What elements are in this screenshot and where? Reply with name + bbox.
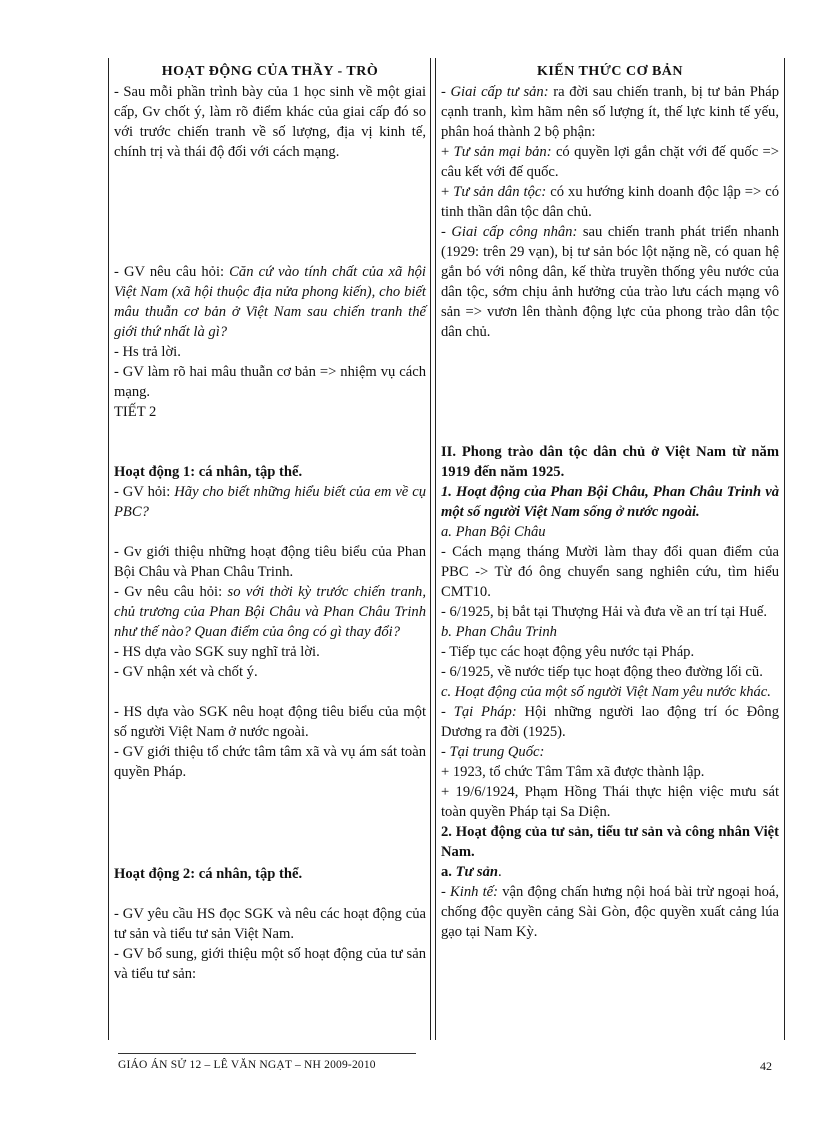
- left-paragraph: - Hs trả lời.: [114, 344, 181, 360]
- left-paragraph: - GV yêu cầu HS đọc SGK và nêu các hoạt động của tư sản và tiểu tư sản Việt Nam.: [114, 906, 426, 942]
- left-paragraph: - GV bổ sung, giới thiệu một số hoạt động của tư sản và tiểu tư sản:: [114, 946, 426, 982]
- right-paragraph: - Giai cấp tư sản: ra đời sau chiến tranh, bị tư bản Pháp cạnh tranh, kìm hãm nên số lượng ít, thế lực kinh tế yếu, phân hoá thành 2 bộ phận:: [441, 84, 779, 140]
- right-paragraph: - Tại trung Quốc:: [441, 744, 545, 760]
- item-heading: c. Hoạt động của một số người Việt Nam yêu nước khác.: [441, 684, 771, 700]
- right-paragraph: - Kinh tế: vận động chấn hưng nội hoá bài trừ ngoại hoá, chống độc quyền cảng Sài Gòn, độc quyền xuất cảng lúa gạo tại Nam Kỳ.: [441, 884, 779, 940]
- table-border-right: [784, 58, 785, 1040]
- right-paragraph: - Tại Pháp: Hội những người lao động trí óc Đông Dương ra đời (1925).: [441, 704, 779, 740]
- right-paragraph: + 1923, tổ chức Tâm Tâm xã được thành lập.: [441, 764, 705, 780]
- table-divider-right: [435, 58, 436, 1040]
- subsection-heading: 2. Hoạt động của tư sản, tiểu tư sản và công nhân Việt Nam.: [441, 824, 779, 860]
- lesson-table: [108, 58, 785, 1040]
- item-heading: b. Phan Châu Trinh: [441, 624, 557, 640]
- right-column-header: KIẾN THỨC CƠ BẢN: [536, 64, 684, 79]
- page-footer: GIÁO ÁN SỬ 12 – LÊ VĂN NGẠT – NH 2009-2010: [118, 1059, 376, 1071]
- left-paragraph: - Gv giới thiệu những hoạt động tiêu biểu của Phan Bội Châu và Phan Châu Trinh.: [114, 544, 426, 580]
- left-paragraph: - GV làm rõ hai mâu thuẫn cơ bản => nhiệm vụ cách mạng.: [114, 364, 426, 400]
- table-border-left: [108, 58, 109, 1040]
- left-paragraph: - HS dựa vào SGK nêu hoạt động tiêu biểu của một số người Việt Nam ở nước ngoài.: [114, 704, 426, 740]
- right-paragraph: - 6/1925, bị bắt tại Thượng Hải và đưa về an trí tại Huế.: [441, 604, 768, 620]
- lesson-period-label: TIẾT 2: [114, 404, 157, 420]
- right-paragraph: + 19/6/1924, Phạm Hồng Thái thực hiện việc mưu sát toàn quyền Pháp tại Sa Diện.: [441, 784, 779, 820]
- item-heading: a. Tư sản.: [441, 864, 502, 880]
- left-paragraph: - Gv nêu câu hỏi: so với thời kỳ trước chiến tranh, chủ trương của Phan Bội Châu và Phan Châu Trinh như thế nào? Quan điểm của ông có gì thay đổi?: [114, 584, 426, 640]
- page-number: 42: [760, 1059, 772, 1073]
- item-heading: a. Phan Bội Châu: [441, 524, 546, 540]
- right-paragraph: - Giai cấp công nhân: sau chiến tranh phát triển nhanh (1929: trên 29 vạn), bị tư sản bóc lột nặng nề, có quan hệ gắn bó với nông dân, kế thừa truyền thống yêu nước của dân tộc, sớm chịu ảnh hưởng của trào lưu cách mạng vô sản => vươn lên thành động lực của phong trào dân tộc dân chủ.: [441, 224, 779, 340]
- left-paragraph: - GV hỏi: Hãy cho biết những hiểu biết của em về cụ PBC?: [114, 484, 427, 520]
- left-paragraph: - GV nhận xét và chốt ý.: [114, 664, 258, 680]
- section-heading: II. Phong trào dân tộc dân chủ ở Việt Nam từ năm 1919 đến năm 1925.: [441, 444, 779, 480]
- left-paragraph: - Sau mỗi phần trình bày của 1 học sinh về một giai cấp, Gv chốt ý, làm rõ điểm khác của giai cấp đó so với trước chiến tranh về số lượng, địa vị kinh tế, chính trị và thái độ đối với cách mạng.: [114, 84, 426, 160]
- activity-heading: Hoạt động 2: cá nhân, tập thể.: [114, 866, 303, 882]
- right-paragraph: - 6/1925, về nước tiếp tục hoạt động theo đường lối cũ.: [441, 664, 763, 680]
- table-divider-left: [430, 58, 431, 1040]
- left-paragraph: - GV nêu câu hỏi: Căn cứ vào tính chất của xã hội Việt Nam (xã hội thuộc địa nửa phong kiến), cho biết mâu thuẫn cơ bản ở Việt Nam sau chiến tranh thế giới thứ nhất là gì?: [114, 264, 426, 340]
- footer-rule: [118, 1053, 416, 1054]
- right-paragraph: - Cách mạng tháng Mười làm thay đổi quan điểm của PBC -> Từ đó ông chuyển sang nghiên cứu, tìm hiểu CMT10.: [441, 544, 779, 600]
- activity-heading: Hoạt động 1: cá nhân, tập thể.: [114, 464, 303, 480]
- right-paragraph: + Tư sản mại bản: có quyền lợi gắn chặt với đế quốc => câu kết với đế quốc.: [441, 144, 780, 180]
- core-knowledge-column: [441, 62, 779, 942]
- right-paragraph: + Tư sản dân tộc: có xu hướng kinh doanh độc lập => có tinh thần dân tộc dân chủ.: [441, 184, 780, 220]
- subsection-heading: 1. Hoạt động của Phan Bội Châu, Phan Châu Trinh và một số người Việt Nam sống ở nước ngoài.: [441, 484, 779, 520]
- left-column-header: HOẠT ĐỘNG CỦA THẦY - TRÒ: [161, 64, 379, 79]
- teacher-student-column: [114, 62, 426, 984]
- left-paragraph: - HS dựa vào SGK suy nghĩ trả lời.: [114, 644, 320, 660]
- left-paragraph: - GV giới thiệu tổ chức tâm tâm xã và vụ ám sát toàn quyền Pháp.: [114, 744, 426, 780]
- right-paragraph: - Tiếp tục các hoạt động yêu nước tại Pháp.: [441, 644, 695, 660]
